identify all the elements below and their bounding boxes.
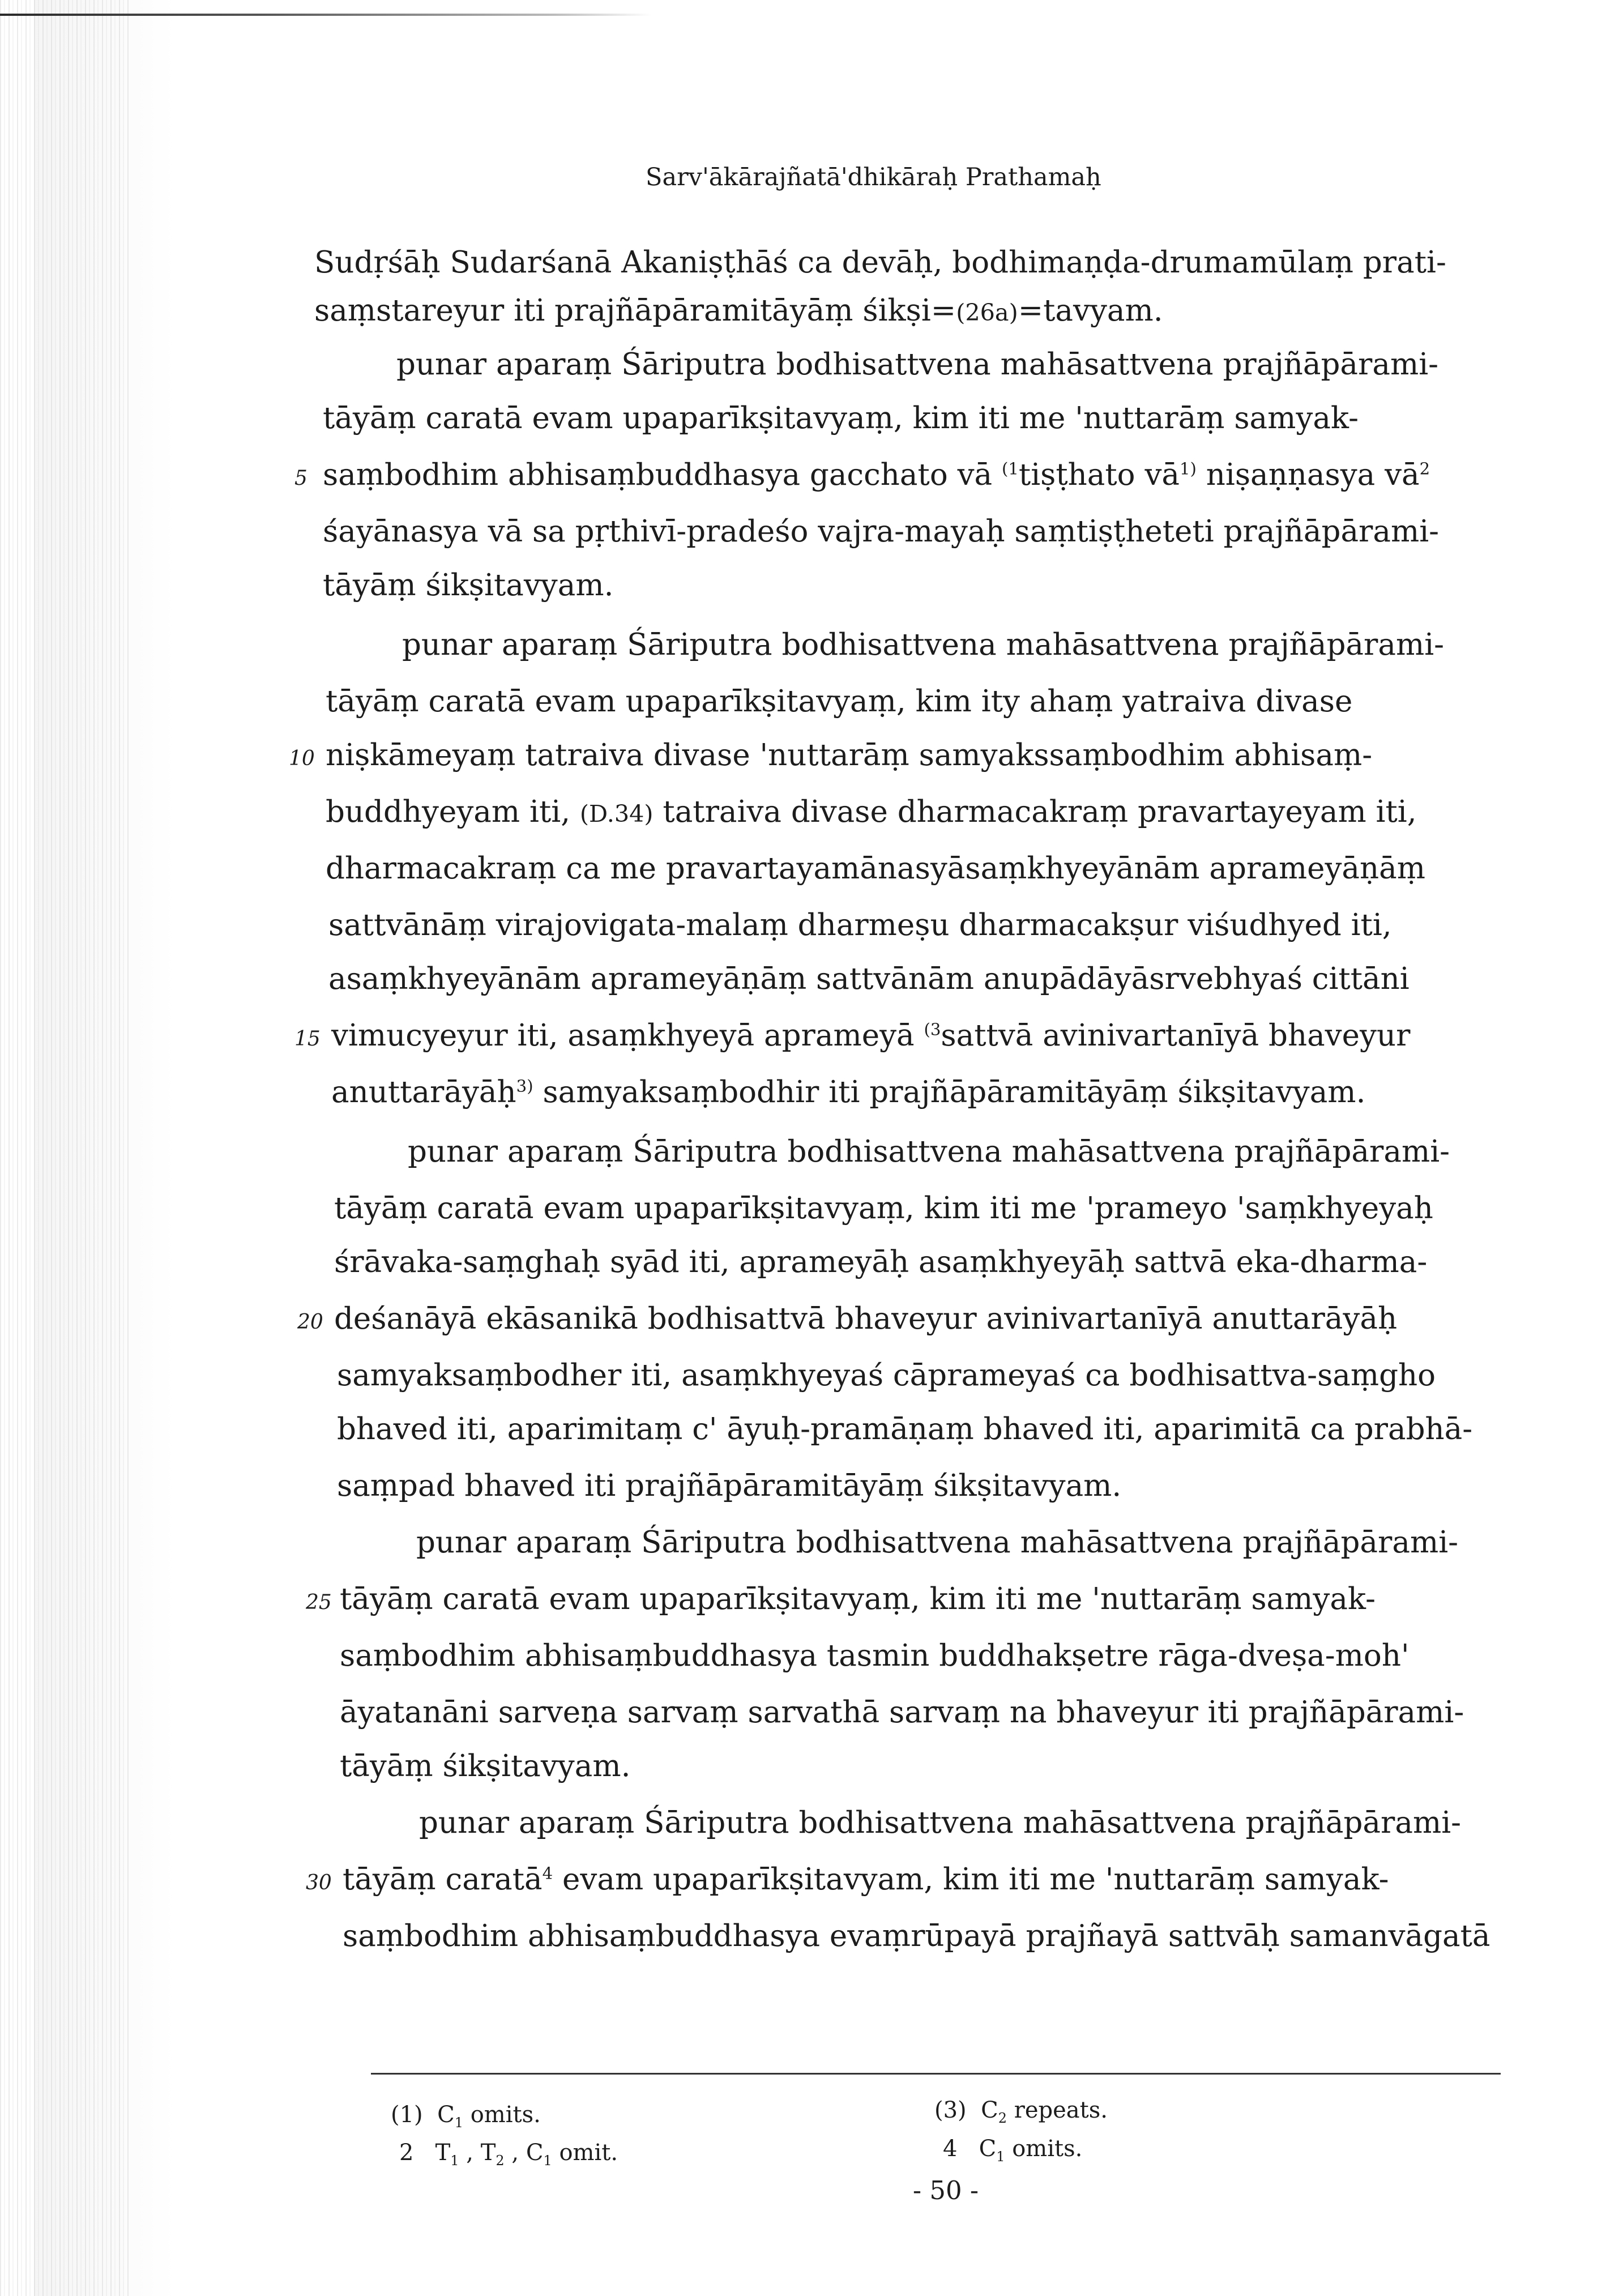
text-line-28: tāyāṃ śikṣitavyam.	[340, 1749, 631, 1783]
text-line-20: deśanāyā ekāsanikā bodhisattvā bhaveyur avinivartanīyā anuttarāyāḥ	[334, 1301, 1398, 1336]
text-line-4: tāyāṃ caratā evam upaparīkṣitavyaṃ, kim iti me 'nuttarāṃ samyak-	[323, 401, 1359, 436]
text-line-25: tāyāṃ caratā evam upaparīkṣitavyaṃ, kim iti me 'nuttarāṃ samyak-	[340, 1582, 1376, 1616]
text-line-6: śayānasya vā sa pṛthivī-pradeśo vajra-mayaḥ saṃtiṣṭheteti prajñāpārami-	[323, 514, 1440, 549]
text-line-1: Sudṛśāḥ Sudarśanā Akaniṣṭhāś ca devāḥ, bodhimaṇḍa-drumamūlaṃ prati-	[314, 245, 1446, 280]
text-line-31: saṃbodhim abhisaṃbuddhasya evaṃrūpayā prajñayā sattvāḥ samanvāgatā	[343, 1919, 1490, 1953]
footnote-3: (3) $C_2$ repeats.	[934, 2097, 1108, 2126]
scan-top-line	[0, 14, 651, 16]
text-line-9: tāyāṃ caratā evam upaparīkṣitavyaṃ, kim ity ahaṃ yatraiva divase	[326, 684, 1353, 719]
text-line-11: buddhyeyam iti, (D.34) tatraiva divase dharmacakraṃ pravartayeyam iti,	[326, 795, 1417, 829]
line-number-25: 25	[306, 1591, 332, 1614]
line-number-15: 15	[294, 1027, 321, 1051]
folio-ref: (26a)	[956, 299, 1018, 326]
text-line-26: saṃbodhim abhisaṃbuddhasya tasmin buddhakṣetre rāga-dveṣa-moh'	[340, 1638, 1410, 1673]
text-line-5: saṃbodhim abhisaṃbuddhasya gacchato vā $^{(1}$tiṣṭhato $vā^{1)}$ niṣaṇṇasya $vā^2$	[323, 458, 1430, 492]
running-head: Sarv'ākārajñatā'dhikāraḥ Prathamaḥ	[646, 163, 1101, 191]
text-line-21: samyaksaṃbodher iti, asaṃkhyeyaś cāprameyaś ca bodhisattva-saṃgho	[337, 1358, 1436, 1393]
text-line-12: dharmacakraṃ ca me pravartayamānasyāsaṃkhyeyānām aprameyāṇāṃ	[326, 851, 1425, 886]
text-line-14: asaṃkhyeyānām aprameyāṇāṃ sattvānām anupādāyāsrvebhyaś cittāni	[328, 962, 1410, 996]
text-line-8: punar aparaṃ Śāriputra bodhisattvena mahāsattvena prajñāpārami-	[402, 628, 1445, 662]
line-number-20: 20	[297, 1311, 323, 1334]
footnote-4: 4 $C_1$ omits.	[943, 2136, 1083, 2165]
scan-edge-shadow	[34, 0, 176, 2296]
line-number-30: 30	[306, 1871, 332, 1894]
text-line-7: tāyāṃ śikṣitavyam.	[323, 568, 614, 603]
text-line-18: tāyāṃ caratā evam upaparīkṣitavyaṃ, kim iti me 'prameyo 'saṃkhyeyaḥ	[334, 1191, 1433, 1226]
text-line-23: saṃpad bhaved iti prajñāpāramitāyāṃ śikṣitavyam.	[337, 1469, 1122, 1503]
line-number-10: 10	[289, 747, 315, 770]
text-line-27: āyatanāni sarveṇa sarvaṃ sarvathā sarvaṃ na bhaveyur iti prajñāpārami-	[340, 1695, 1464, 1730]
text-line-15: vimucyeyur iti, asaṃkhyeyā aprameyā $^{(3}$sattvā avinivartanīyā bhaveyur	[331, 1018, 1411, 1053]
text-line-16: anuttarāyāḥ$^{3)}$ samyaksaṃbodhir iti prajñāpāramitāyāṃ śikṣitavyam.	[331, 1075, 1366, 1109]
footnote-2: 2 $T_1$ , $T_2$ , $C_1$ omit.	[399, 2140, 618, 2169]
text-line-24: punar aparaṃ Śāriputra bodhisattvena mahāsattvena prajñāpārami-	[416, 1525, 1459, 1560]
footnote-1: (1) $C_1$ omits.	[391, 2102, 541, 2131]
line-number-5: 5	[294, 467, 307, 490]
text-line-10: niṣkāmeyaṃ tatraiva divase 'nuttarāṃ samyakssaṃbodhim abhisaṃ-	[326, 738, 1373, 773]
footnote-rule	[371, 2073, 1501, 2075]
text-line-30: tāyāṃ caratā$^4$ evam upaparīkṣitavyam, kim iti me 'nuttarāṃ samyak-	[343, 1862, 1389, 1897]
text-line-17: punar aparaṃ Śāriputra bodhisattvena mahāsattvena prajñāpārami-	[408, 1134, 1450, 1169]
text-line-29: punar aparaṃ Śāriputra bodhisattvena mahāsattvena prajñāpārami-	[419, 1806, 1462, 1840]
page-number: - 50 -	[912, 2175, 979, 2205]
edition-ref: (D.34)	[579, 800, 654, 827]
text-line-19: śrāvaka-saṃghaḥ syād iti, aprameyāḥ asaṃkhyeyāḥ sattvā eka-dharma-	[334, 1245, 1428, 1279]
text-line-22: bhaved iti, aparimitaṃ c' āyuḥ-pramāṇaṃ bhaved iti, aparimitā ca prabhā-	[337, 1412, 1473, 1446]
text-line-13: sattvānāṃ virajovigata-malaṃ dharmeṣu dharmacakṣur viśudhyed iti,	[328, 908, 1392, 942]
text-line-2: saṃstareyur iti prajñāpāramitāyāṃ śikṣi=(26a)=tavyam.	[314, 293, 1163, 328]
text-line-3: punar aparaṃ Śāriputra bodhisattvena mahāsattvena prajñāpārami-	[396, 347, 1439, 382]
